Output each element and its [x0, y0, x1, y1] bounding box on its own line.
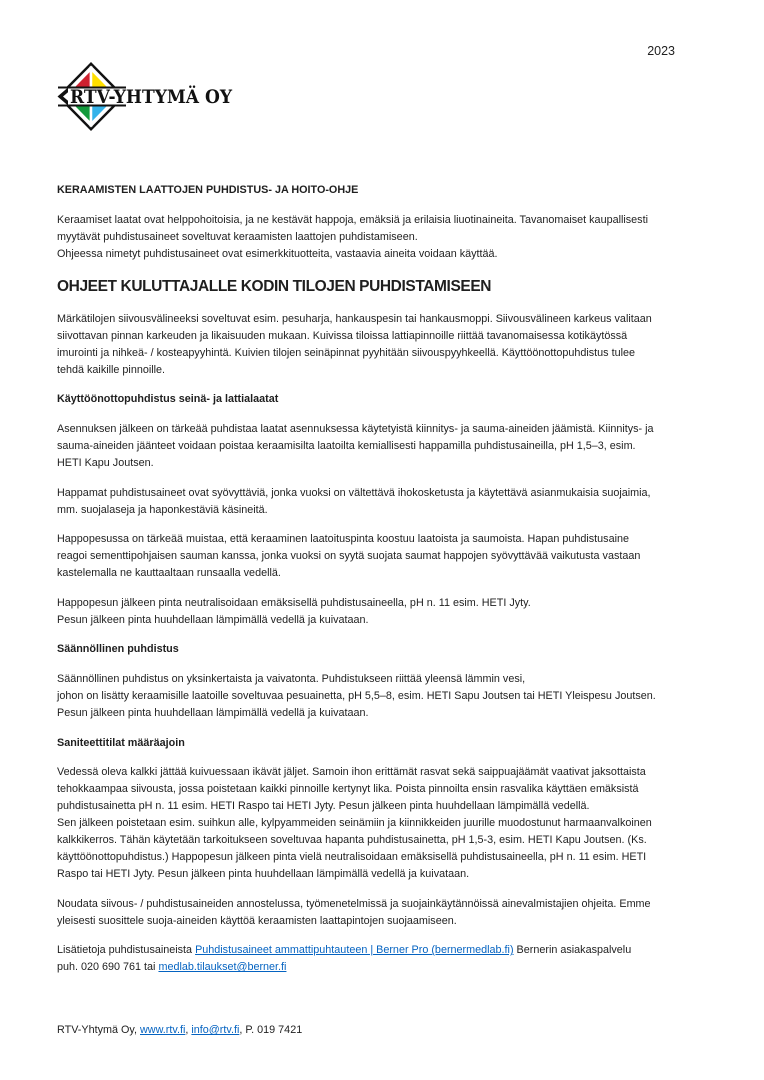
logo-wordmark: RTV-YHTYMÄ OY	[70, 86, 251, 108]
para-noudata	[57, 896, 710, 930]
heading-line: Säännöllinen puhdistus	[57, 643, 179, 656]
document-body	[57, 182, 710, 976]
text-span: , P. 019 7421	[239, 1024, 303, 1037]
para-saniteetti	[57, 764, 710, 883]
company-logo	[57, 62, 710, 131]
text-line: Happopesussa on tärkeää muistaa, että keraaminen laatoituspinta koostuu laatoista ja saumoista. Hapan puhdistusaine	[57, 533, 629, 546]
link-berner-pro[interactable]: Puhdistusaineet ammattipuhtauteen | Berner Pro (bernermedlab.fi)	[195, 944, 514, 957]
text-line: Pesun jälkeen pinta huuhdellaan lämpimällä vedellä ja kuivataan.	[57, 613, 369, 626]
text-span: puh. 020 690 761 tai	[57, 961, 159, 974]
text-line: Noudata siivous- / puhdistusaineiden annostelussa, työmenetelmissä ja suojainkäytännöissä ainevalmistajien ohjeita. Emme	[57, 897, 651, 910]
text-line: Ohjeessa nimetyt puhdistusaineet ovat esimerkkituotteita, vastaavia aineita voidaan käyttää.	[57, 247, 498, 260]
heading-line: Saniteettitilat määräajoin	[57, 736, 185, 749]
para-happopesu	[57, 531, 710, 582]
text-line: Happamat puhdistusaineet ovat syövyttäviä, jonka vuoksi on vältettävä ihokosketusta ja käytettävä asianmukaisia suojaimia,	[57, 486, 651, 499]
text-line: tehokkaampaa siivousta, jossa poistetaan kaikki pinnoille kertynyt lika. Poista pinnoilta ensin rasvalika käyttäen emäksistä	[57, 783, 639, 796]
text-line: Säännöllinen puhdistus on yksinkertaista ja vaivatonta. Puhdistukseen riittää yleensä lämmin vesi,	[57, 672, 526, 685]
text-line: puhdistusainetta pH n. 11 esim. HETI Raspo tai HETI Jyty. Pesun jälkeen pinta huuhdellaan lämpimällä vedellä.	[57, 800, 590, 813]
text-line: Raspo tai HETI Jyty. Pesun jälkeen pinta huuhdellaan lämpimällä vedellä ja kuivataan.	[57, 868, 470, 881]
para-yleisohje	[57, 311, 710, 379]
text-line: Keraamiset laatat ovat helppohoitoisia, ja ne kestävät happoja, emäksiä ja erilaisia liuotinaineita. Tavanomaiset kaupallisesti	[57, 213, 648, 226]
para-happamat	[57, 485, 710, 519]
text-line: kastelemalla ne kauttaaltaan runsaalla vedellä.	[57, 567, 281, 580]
link-rtv-email[interactable]: info@rtv.fi	[191, 1024, 240, 1037]
text-line: reagoi sementtipohjaisen sauman kanssa, jonka vuoksi on syytä suojata saumat happojen syövyttävää vaikutusta vastaan	[57, 550, 641, 563]
para-neutralointi	[57, 595, 710, 629]
text-line: imurointi ja nihkeä- / kosteapyyhintä. Kuivien tilojen seinäpinnat pyyhitään siivouspyyhkeellä. Käyttöönottopuhdistus tulee	[57, 346, 635, 359]
text-line: yleisesti suosittele suoja-aineiden käyttöä keraamisten laattapintojen suojaamiseen.	[57, 914, 457, 927]
link-rtv-website[interactable]: www.rtv.fi	[140, 1024, 186, 1037]
document-footer	[57, 1022, 710, 1039]
text-span: Lisätietoja puhdistusaineista	[57, 944, 196, 957]
text-line: sauma-aineiden jäänteet voidaan poistaa keraamisilta laatoilta kemiallisesti happamilla puhdistusaineilla, pH 1,5–3, esim.	[57, 439, 636, 452]
text-line: myytävät puhdistusaineet soveltuvat keraamisten laattojen puhdistamiseen.	[57, 230, 418, 243]
text-line	[57, 959, 710, 976]
text-line: siivottavan pinnan karkeuden ja likaisuuden mukaan. Kuivissa tiloissa lattiapinnoille riittää tavanomaisessa kotikäytössä	[57, 329, 628, 342]
text-span: ,	[185, 1024, 192, 1037]
para-saannollinen	[57, 671, 710, 722]
link-medlab-email[interactable]: medlab.tilaukset@berner.fi	[158, 961, 287, 974]
text-line: Pesun jälkeen pinta huuhdellaan lämpimällä vedellä ja kuivataan.	[57, 706, 369, 719]
text-line: Asennuksen jälkeen on tärkeää puhdistaa laatat asennuksessa käytetyistä kiinnitys- ja sauma-aineiden jäämistä. Kiinnitys- ja	[57, 422, 654, 435]
text-line: johon on lisätty keraamisille laatoille soveltuvaa pesuainetta, pH 5,5–8, esim. HETI Sapu Joutsen tai HETI Yleispesu Joutsen.	[57, 689, 656, 702]
text-line: kalkkikerros. Tähän käytetään tarkoitukseen soveltuvaa hapanta puhdistusainetta, pH 1,5-3, esim. HETI Kapu Joutsen. (Ks.	[57, 834, 647, 847]
header-year: 2023	[647, 44, 675, 58]
text-line: Vedessä oleva kalkki jättää kuivuessaan ikävät jäljet. Samoin ihon erittämät rasvat sekä saippuajäämät vaativat jaksottaista	[57, 766, 646, 779]
heading-line: OHJEET KULUTTAJALLE KODIN TILOJEN PUHDISTAMISEEN	[57, 278, 492, 296]
text-line: tehdä kaikille pinnoille.	[57, 363, 166, 376]
heading-kayttoonottopuhdistus	[57, 391, 710, 408]
text-line: Märkätilojen siivousvälineeksi soveltuvat esim. pesuharja, hankauspesin tai hankausmoppi. Siivousvälineen karkeus valitaan	[57, 312, 652, 325]
para-intro	[57, 212, 710, 263]
doc-title	[57, 182, 710, 199]
text-line	[57, 942, 710, 959]
text-span: Bernerin asiakaspalvelu	[513, 944, 632, 957]
para-asennus	[57, 421, 710, 472]
heading-line: Käyttöönottopuhdistus seinä- ja lattialaatat	[57, 393, 279, 406]
text-line	[57, 1022, 710, 1039]
text-line: HETI Kapu Joutsen.	[57, 456, 154, 469]
heading-saannollinen	[57, 641, 710, 658]
heading-saniteettitilat	[57, 735, 710, 752]
text-line: käyttöönottopuhdistus.) Happopesun jälkeen pinta vielä neutralisoidaan emäksisellä puhdistusaineella, pH n. 11 esim. HETI	[57, 851, 647, 864]
heading-line: KERAAMISTEN LAATTOJEN PUHDISTUS- JA HOITO-OHJE	[57, 184, 359, 196]
text-line: Happopesun jälkeen pinta neutralisoidaan emäksisellä puhdistusaineella, pH n. 11 esim. HETI Jyty.	[57, 596, 531, 609]
main-heading	[57, 275, 710, 298]
para-lisatiedot	[57, 942, 710, 976]
rtv-logo-graphic	[57, 62, 257, 131]
text-line: Sen jälkeen poistetaan esim. suihkun alle, kylpyammeiden seinämiin ja kiinnikkeiden juurille muodostunut harmaanvalkoinen	[57, 817, 652, 830]
text-span: RTV-Yhtymä Oy,	[57, 1024, 140, 1037]
text-line: mm. suojalaseja ja haponkestäviä käsineitä.	[57, 503, 268, 516]
